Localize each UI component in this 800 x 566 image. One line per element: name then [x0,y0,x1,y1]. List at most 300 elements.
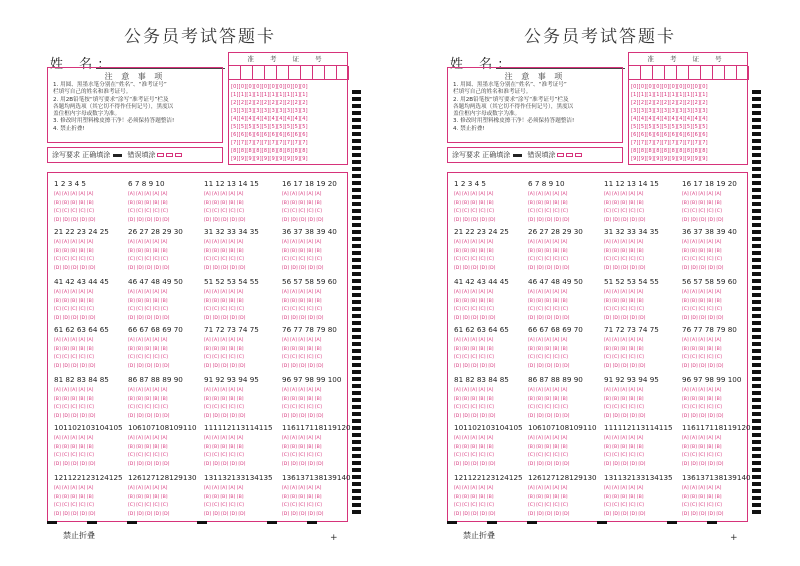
admission-write-cell[interactable] [337,66,349,80]
option-bubble-row[interactable]: [B] [B] [B] [B] [B] [682,396,722,402]
timing-bar [352,391,361,395]
digit-bubble-row[interactable]: [3][3][3][3][3][3][3][3][3][3] [631,108,708,114]
option-bubble-row[interactable]: [D] [D] [D] [D] [D] [128,217,170,223]
timing-bar [352,412,361,416]
option-bubble-row[interactable]: [D] [D] [D] [D] [D] [54,363,96,369]
question-block [682,179,737,225]
option-bubble-row[interactable]: [A] [A] [A] [A] [A] [604,338,644,343]
option-bubble-row[interactable]: [C] [C] [C] [C] [C] [54,257,94,263]
digit-bubble-row[interactable]: [9][9][9][9][9][9][9][9][9][9] [231,156,308,162]
option-bubble-row[interactable]: [A] [A] [A] [A] [A] [128,290,168,295]
digit-bubble-row[interactable]: [7][7][7][7][7][7][7][7][7][7] [631,140,708,146]
option-bubble-row[interactable]: [D] [D] [D] [D] [D] [454,363,496,369]
option-bubble-row[interactable]: [D] [D] [D] [D] [D] [604,413,646,419]
option-bubble-row[interactable]: [D] [D] [D] [D] [D] [682,461,724,467]
option-bubble-row[interactable]: [A] [A] [A] [A] [A] [528,436,568,441]
option-bubble-row[interactable]: [D] [D] [D] [D] [D] [604,511,646,517]
option-bubble-row[interactable]: [A] [A] [A] [A] [A] [282,240,322,245]
option-bubble-row[interactable]: [B] [B] [B] [B] [B] [128,494,168,500]
option-bubble-row[interactable]: [D] [D] [D] [D] [D] [282,461,324,467]
option-bubble-row[interactable]: [A] [A] [A] [A] [A] [204,388,244,393]
option-bubble-row[interactable]: [C] [C] [C] [C] [C] [282,453,322,459]
digit-bubble-row[interactable]: [8][8][8][8][8][8][8][8][8][8] [231,148,308,154]
admission-write-cell[interactable] [325,66,337,80]
option-bubble-row[interactable]: [C] [C] [C] [C] [C] [528,307,568,313]
option-bubble-row[interactable]: [D] [D] [D] [D] [D] [282,315,324,321]
option-bubble-row[interactable]: [A] [A] [A] [A] [A] [454,192,494,197]
option-bubble-row[interactable]: [A] [A] [A] [A] [A] [204,192,244,197]
option-bubble-row[interactable]: [C] [C] [C] [C] [C] [682,355,722,361]
option-bubble-row[interactable]: [A] [A] [A] [A] [A] [682,486,722,491]
option-bubble-row[interactable]: [B] [B] [B] [B] [B] [128,298,168,304]
timing-bar [352,160,361,164]
option-bubble-row[interactable]: [A] [A] [A] [A] [A] [54,192,94,197]
option-bubble-row[interactable]: [A] [A] [A] [A] [A] [128,192,168,197]
timing-bar [352,440,361,444]
notes-box [47,67,223,143]
option-bubble-row[interactable]: [C] [C] [C] [C] [C] [204,405,244,411]
option-bubble-row[interactable]: [A] [A] [A] [A] [A] [128,486,168,491]
question-block [682,473,751,519]
question-numbers: 1 2 3 4 5 [54,179,87,188]
option-bubble-row[interactable]: [C] [C] [C] [C] [C] [204,355,244,361]
option-bubble-row[interactable]: [C] [C] [C] [C] [C] [682,405,722,411]
option-bubble-row[interactable]: [C] [C] [C] [C] [C] [682,503,722,509]
option-bubble-row[interactable]: [C] [C] [C] [C] [C] [128,257,168,263]
option-bubble-row[interactable]: [B] [B] [B] [B] [B] [528,200,568,206]
option-bubble-row[interactable]: [D] [D] [D] [D] [D] [282,511,324,517]
option-bubble-row[interactable]: [C] [C] [C] [C] [C] [128,405,168,411]
option-bubble-row[interactable]: [D] [D] [D] [D] [D] [454,511,496,517]
option-bubble-row[interactable]: [B] [B] [B] [B] [B] [682,298,722,304]
question-block [604,473,673,519]
digit-bubble-row[interactable]: [4][4][4][4][4][4][4][4][4][4] [231,116,308,122]
option-bubble-row[interactable]: [A] [A] [A] [A] [A] [454,290,494,295]
option-bubble-row[interactable]: [D] [D] [D] [D] [D] [128,265,170,271]
option-bubble-row[interactable]: [C] [C] [C] [C] [C] [528,355,568,361]
option-bubble-row[interactable]: [A] [A] [A] [A] [A] [604,388,644,393]
digit-bubble-row[interactable]: [0][0][0][0][0][0][0][0][0][0] [231,84,308,90]
option-bubble-row[interactable]: [B] [B] [B] [B] [B] [204,494,244,500]
option-bubble-row[interactable]: [D] [D] [D] [D] [D] [204,217,246,223]
option-bubble-row[interactable]: [A] [A] [A] [A] [A] [128,240,168,245]
option-bubble-row[interactable]: [B] [B] [B] [B] [B] [454,248,494,254]
option-bubble-row[interactable]: [B] [B] [B] [B] [B] [682,248,722,254]
option-bubble-row[interactable]: [B] [B] [B] [B] [B] [54,444,94,450]
option-bubble-row[interactable]: [D] [D] [D] [D] [D] [682,363,724,369]
option-bubble-row[interactable]: [C] [C] [C] [C] [C] [54,405,94,411]
option-bubble-row[interactable]: [B] [B] [B] [B] [B] [528,248,568,254]
timing-bar [752,279,761,283]
option-bubble-row[interactable]: [B] [B] [B] [B] [B] [454,444,494,450]
option-bubble-row[interactable]: [B] [B] [B] [B] [B] [604,298,644,304]
wrong-fill-mark-icon [575,153,582,157]
option-bubble-row[interactable]: [A] [A] [A] [A] [A] [204,240,244,245]
option-bubble-row[interactable]: [D] [D] [D] [D] [D] [54,413,96,419]
option-bubble-row[interactable]: [B] [B] [B] [B] [B] [128,444,168,450]
option-bubble-row[interactable]: [B] [B] [B] [B] [B] [204,298,244,304]
option-bubble-row[interactable]: [B] [B] [B] [B] [B] [282,200,322,206]
wrong-fill-label: 错误填涂 [127,151,156,159]
option-bubble-row[interactable]: [D] [D] [D] [D] [D] [204,511,246,517]
option-bubble-row[interactable]: [C] [C] [C] [C] [C] [604,209,644,215]
option-bubble-row[interactable]: [C] [C] [C] [C] [C] [204,307,244,313]
option-bubble-row[interactable]: [A] [A] [A] [A] [A] [54,338,94,343]
option-bubble-row[interactable]: [C] [C] [C] [C] [C] [454,257,494,263]
option-bubble-row[interactable]: [C] [C] [C] [C] [C] [454,209,494,215]
digit-bubble-row[interactable]: [5][5][5][5][5][5][5][5][5][5] [631,124,708,130]
option-bubble-row[interactable]: [D] [D] [D] [D] [D] [204,363,246,369]
admission-write-cell[interactable] [241,66,253,80]
option-bubble-row[interactable]: [B] [B] [B] [B] [B] [282,444,322,450]
digit-bubble-row[interactable]: [2][2][2][2][2][2][2][2][2][2] [231,100,308,106]
option-bubble-row[interactable]: [D] [D] [D] [D] [D] [528,363,570,369]
option-bubble-row[interactable]: [B] [B] [B] [B] [B] [454,396,494,402]
option-bubble-row[interactable]: [B] [B] [B] [B] [B] [528,298,568,304]
option-bubble-row[interactable]: [A] [A] [A] [A] [A] [282,338,322,343]
digit-bubble-row[interactable]: [1][1][1][1][1][1][1][1][1][1] [631,92,708,98]
option-bubble-row[interactable]: [A] [A] [A] [A] [A] [128,436,168,441]
option-bubble-row[interactable]: [C] [C] [C] [C] [C] [682,453,722,459]
option-bubble-row[interactable]: [D] [D] [D] [D] [D] [128,461,170,467]
option-bubble-row[interactable]: [C] [C] [C] [C] [C] [128,209,168,215]
option-bubble-row[interactable]: [C] [C] [C] [C] [C] [528,209,568,215]
admission-write-cell[interactable] [289,66,301,80]
admission-write-cell[interactable] [665,66,677,80]
option-bubble-row[interactable]: [C] [C] [C] [C] [C] [128,503,168,509]
option-bubble-row[interactable]: [A] [A] [A] [A] [A] [528,192,568,197]
option-bubble-row[interactable]: [C] [C] [C] [C] [C] [604,503,644,509]
timing-bar [752,216,761,220]
option-bubble-row[interactable]: [C] [C] [C] [C] [C] [528,453,568,459]
option-bubble-row[interactable]: [B] [B] [B] [B] [B] [282,396,322,402]
admission-write-cell[interactable] [229,66,241,80]
option-bubble-row[interactable]: [D] [D] [D] [D] [D] [604,461,646,467]
option-bubble-row[interactable]: [B] [B] [B] [B] [B] [204,444,244,450]
option-bubble-row[interactable]: [B] [B] [B] [B] [B] [604,444,644,450]
admission-write-row [629,66,747,80]
option-bubble-row[interactable]: [C] [C] [C] [C] [C] [204,257,244,263]
digit-bubble-row[interactable]: [9][9][9][9][9][9][9][9][9][9] [631,156,708,162]
option-bubble-row[interactable]: [B] [B] [B] [B] [B] [604,396,644,402]
option-bubble-row[interactable]: [B] [B] [B] [B] [B] [204,346,244,352]
option-bubble-row[interactable]: [B] [B] [B] [B] [B] [128,200,168,206]
option-bubble-row[interactable]: [C] [C] [C] [C] [C] [454,355,494,361]
option-bubble-row[interactable]: [D] [D] [D] [D] [D] [204,315,246,321]
option-bubble-row[interactable]: [D] [D] [D] [D] [D] [54,315,96,321]
question-block [204,179,259,225]
option-bubble-row[interactable]: [B] [B] [B] [B] [B] [528,396,568,402]
option-bubble-row[interactable]: [C] [C] [C] [C] [C] [682,257,722,263]
timing-bar [752,335,761,339]
option-bubble-row[interactable]: [A] [A] [A] [A] [A] [204,486,244,491]
option-bubble-row[interactable]: [D] [D] [D] [D] [D] [454,315,496,321]
option-bubble-row[interactable]: [A] [A] [A] [A] [A] [128,338,168,343]
option-bubble-row[interactable]: [D] [D] [D] [D] [D] [682,413,724,419]
option-bubble-row[interactable]: [C] [C] [C] [C] [C] [282,405,322,411]
option-bubble-row[interactable]: [A] [A] [A] [A] [A] [682,436,722,441]
option-bubble-row[interactable]: [A] [A] [A] [A] [A] [454,436,494,441]
admission-write-cell[interactable] [253,66,265,80]
admission-write-cell[interactable] [653,66,665,80]
option-bubble-row[interactable]: [D] [D] [D] [D] [D] [528,461,570,467]
option-bubble-row[interactable]: [A] [A] [A] [A] [A] [204,436,244,441]
option-bubble-row[interactable]: [D] [D] [D] [D] [D] [128,413,170,419]
option-bubble-row[interactable]: [D] [D] [D] [D] [D] [682,315,724,321]
option-bubble-row[interactable]: [C] [C] [C] [C] [C] [528,405,568,411]
option-bubble-row[interactable]: [C] [C] [C] [C] [C] [204,209,244,215]
option-bubble-row[interactable]: [A] [A] [A] [A] [A] [282,388,322,393]
option-bubble-row[interactable]: [D] [D] [D] [D] [D] [54,265,96,271]
option-bubble-row[interactable]: [C] [C] [C] [C] [C] [604,355,644,361]
option-bubble-row[interactable]: [A] [A] [A] [A] [A] [528,338,568,343]
option-bubble-row[interactable]: [A] [A] [A] [A] [A] [454,486,494,491]
option-bubble-row[interactable]: [D] [D] [D] [D] [D] [454,217,496,223]
option-bubble-row[interactable]: [C] [C] [C] [C] [C] [204,503,244,509]
option-bubble-row[interactable]: [A] [A] [A] [A] [A] [204,290,244,295]
option-bubble-row[interactable]: [B] [B] [B] [B] [B] [682,346,722,352]
option-bubble-row[interactable]: [C] [C] [C] [C] [C] [454,453,494,459]
option-bubble-row[interactable]: [B] [B] [B] [B] [B] [528,494,568,500]
option-bubble-row[interactable]: [D] [D] [D] [D] [D] [528,217,570,223]
timing-bar [352,489,361,493]
option-bubble-row[interactable]: [B] [B] [B] [B] [B] [204,248,244,254]
option-bubble-row[interactable]: [C] [C] [C] [C] [C] [454,503,494,509]
option-bubble-row[interactable]: [C] [C] [C] [C] [C] [54,355,94,361]
option-bubble-row[interactable]: [C] [C] [C] [C] [C] [454,307,494,313]
option-bubble-row[interactable]: [D] [D] [D] [D] [D] [454,265,496,271]
option-bubble-row[interactable]: [A] [A] [A] [A] [A] [682,290,722,295]
option-bubble-row[interactable]: [A] [A] [A] [A] [A] [604,290,644,295]
option-bubble-row[interactable]: [A] [A] [A] [A] [A] [282,486,322,491]
option-bubble-row[interactable]: [A] [A] [A] [A] [A] [454,338,494,343]
option-bubble-row[interactable]: [B] [B] [B] [B] [B] [454,200,494,206]
option-bubble-row[interactable]: [B] [B] [B] [B] [B] [282,494,322,500]
timing-dash [127,521,137,524]
admission-write-cell[interactable] [301,66,313,80]
option-bubble-row[interactable]: [C] [C] [C] [C] [C] [604,257,644,263]
option-bubble-row[interactable]: [D] [D] [D] [D] [D] [282,413,324,419]
option-bubble-row[interactable]: [B] [B] [B] [B] [B] [54,248,94,254]
timing-bar [752,370,761,374]
option-bubble-row[interactable]: [C] [C] [C] [C] [C] [128,307,168,313]
option-bubble-row[interactable]: [B] [B] [B] [B] [B] [54,298,94,304]
option-bubble-row[interactable]: [A] [A] [A] [A] [A] [54,290,94,295]
option-bubble-row[interactable]: [D] [D] [D] [D] [D] [128,363,170,369]
option-bubble-row[interactable]: [C] [C] [C] [C] [C] [54,453,94,459]
option-bubble-row[interactable]: [D] [D] [D] [D] [D] [604,363,646,369]
option-bubble-row[interactable]: [D] [D] [D] [D] [D] [54,461,96,467]
option-bubble-row[interactable]: [C] [C] [C] [C] [C] [682,307,722,313]
option-bubble-row[interactable]: [B] [B] [B] [B] [B] [604,494,644,500]
option-bubble-row[interactable]: [A] [A] [A] [A] [A] [682,240,722,245]
option-bubble-row[interactable]: [A] [A] [A] [A] [A] [454,240,494,245]
question-block [204,423,273,469]
option-bubble-row[interactable]: [A] [A] [A] [A] [A] [54,486,94,491]
option-bubble-row[interactable]: [D] [D] [D] [D] [D] [604,217,646,223]
option-bubble-row[interactable]: [A] [A] [A] [A] [A] [54,240,94,245]
option-bubble-row[interactable]: [B] [B] [B] [B] [B] [282,298,322,304]
option-bubble-row[interactable]: [B] [B] [B] [B] [B] [282,346,322,352]
option-bubble-row[interactable]: [D] [D] [D] [D] [D] [528,413,570,419]
option-bubble-row[interactable]: [C] [C] [C] [C] [C] [54,209,94,215]
digit-bubble-row[interactable]: [5][5][5][5][5][5][5][5][5][5] [231,124,308,130]
admission-write-cell[interactable] [277,66,289,80]
timing-bar [352,342,361,346]
option-bubble-row[interactable]: [A] [A] [A] [A] [A] [282,290,322,295]
question-numbers: 56 57 58 59 60 [682,277,737,286]
option-bubble-row[interactable]: [D] [D] [D] [D] [D] [282,265,324,271]
option-bubble-row[interactable]: [A] [A] [A] [A] [A] [204,338,244,343]
option-bubble-row[interactable]: [B] [B] [B] [B] [B] [54,396,94,402]
option-bubble-row[interactable]: [D] [D] [D] [D] [D] [204,265,246,271]
option-bubble-row[interactable]: [A] [A] [A] [A] [A] [454,388,494,393]
name-label: 姓 名: [50,57,109,72]
option-bubble-row[interactable]: [A] [A] [A] [A] [A] [682,338,722,343]
option-bubble-row[interactable]: [C] [C] [C] [C] [C] [604,405,644,411]
option-bubble-row[interactable]: [B] [B] [B] [B] [B] [54,346,94,352]
digit-bubble-row[interactable]: [1][1][1][1][1][1][1][1][1][1] [231,92,308,98]
option-bubble-row[interactable]: [D] [D] [D] [D] [D] [282,217,324,223]
option-bubble-row[interactable]: [D] [D] [D] [D] [D] [282,363,324,369]
option-bubble-row[interactable]: [C] [C] [C] [C] [C] [128,453,168,459]
option-bubble-row[interactable]: [A] [A] [A] [A] [A] [528,290,568,295]
option-bubble-row[interactable]: [B] [B] [B] [B] [B] [604,248,644,254]
option-bubble-row[interactable]: [B] [B] [B] [B] [B] [682,494,722,500]
option-bubble-row[interactable]: [A] [A] [A] [A] [A] [604,240,644,245]
option-bubble-row[interactable]: [A] [A] [A] [A] [A] [282,192,322,197]
timing-bar [352,419,361,423]
admission-write-cell[interactable] [713,66,725,80]
option-bubble-row[interactable]: [C] [C] [C] [C] [C] [204,453,244,459]
option-bubble-row[interactable]: [D] [D] [D] [D] [D] [54,511,96,517]
option-bubble-row[interactable]: [D] [D] [D] [D] [D] [528,265,570,271]
option-bubble-row[interactable]: [A] [A] [A] [A] [A] [128,388,168,393]
option-bubble-row[interactable]: [D] [D] [D] [D] [D] [528,315,570,321]
option-bubble-row[interactable]: [D] [D] [D] [D] [D] [128,315,170,321]
option-bubble-row[interactable]: [B] [B] [B] [B] [B] [528,346,568,352]
option-bubble-row[interactable]: [B] [B] [B] [B] [B] [604,346,644,352]
digit-bubble-row[interactable]: [6][6][6][6][6][6][6][6][6][6] [631,132,708,138]
option-bubble-row[interactable]: [D] [D] [D] [D] [D] [454,461,496,467]
option-bubble-row[interactable]: [B] [B] [B] [B] [B] [128,396,168,402]
admission-write-cell[interactable] [677,66,689,80]
option-bubble-row[interactable]: [B] [B] [B] [B] [B] [204,396,244,402]
option-bubble-row[interactable]: [B] [B] [B] [B] [B] [54,494,94,500]
option-bubble-row[interactable]: [D] [D] [D] [D] [D] [604,315,646,321]
option-bubble-row[interactable]: [B] [B] [B] [B] [B] [128,248,168,254]
option-bubble-row[interactable]: [B] [B] [B] [B] [B] [282,248,322,254]
admission-write-cell[interactable] [701,66,713,80]
option-bubble-row[interactable]: [D] [D] [D] [D] [D] [204,461,246,467]
option-bubble-row[interactable]: [C] [C] [C] [C] [C] [282,355,322,361]
option-bubble-row[interactable]: [A] [A] [A] [A] [A] [682,388,722,393]
admission-number-box [228,52,348,165]
option-bubble-row[interactable]: [D] [D] [D] [D] [D] [682,217,724,223]
timing-bar [352,111,361,115]
option-bubble-row[interactable]: [C] [C] [C] [C] [C] [604,453,644,459]
option-bubble-row[interactable]: [C] [C] [C] [C] [C] [682,209,722,215]
option-bubble-row[interactable]: [A] [A] [A] [A] [A] [604,436,644,441]
digit-bubble-row[interactable]: [4][4][4][4][4][4][4][4][4][4] [631,116,708,122]
option-bubble-row[interactable]: [B] [B] [B] [B] [B] [454,298,494,304]
sheet-title: 公务员考试答题卡 [524,27,676,47]
option-bubble-row[interactable]: [D] [D] [D] [D] [D] [454,413,496,419]
option-bubble-row[interactable]: [D] [D] [D] [D] [D] [204,413,246,419]
question-block [282,473,351,519]
admission-write-cell[interactable] [737,66,749,80]
option-bubble-row[interactable]: [C] [C] [C] [C] [C] [282,209,322,215]
option-bubble-row[interactable]: [A] [A] [A] [A] [A] [282,436,322,441]
digit-bubble-row[interactable]: [0][0][0][0][0][0][0][0][0][0] [631,84,708,90]
option-bubble-row[interactable]: [B] [B] [B] [B] [B] [54,200,94,206]
option-bubble-row[interactable]: [A] [A] [A] [A] [A] [54,388,94,393]
option-bubble-row[interactable]: [B] [B] [B] [B] [B] [604,200,644,206]
question-numbers: 81 82 83 84 85 [454,375,509,384]
option-bubble-row[interactable]: [C] [C] [C] [C] [C] [454,405,494,411]
option-bubble-row[interactable]: [C] [C] [C] [C] [C] [528,257,568,263]
option-bubble-row[interactable]: [B] [B] [B] [B] [B] [454,494,494,500]
admission-write-cell[interactable] [313,66,325,80]
admission-write-cell[interactable] [725,66,737,80]
option-bubble-row[interactable]: [A] [A] [A] [A] [A] [528,388,568,393]
option-bubble-row[interactable]: [D] [D] [D] [D] [D] [604,265,646,271]
option-bubble-row[interactable]: [B] [B] [B] [B] [B] [204,200,244,206]
option-bubble-row[interactable]: [C] [C] [C] [C] [C] [282,257,322,263]
digit-bubble-row[interactable]: [3][3][3][3][3][3][3][3][3][3] [231,108,308,114]
option-bubble-row[interactable]: [D] [D] [D] [D] [D] [128,511,170,517]
admission-write-cell[interactable] [265,66,277,80]
option-bubble-row[interactable]: [D] [D] [D] [D] [D] [682,265,724,271]
fill-label: 涂写要求 [52,151,80,159]
admission-write-cell[interactable] [641,66,653,80]
option-bubble-row[interactable]: [C] [C] [C] [C] [C] [54,307,94,313]
option-bubble-row[interactable]: [B] [B] [B] [B] [B] [528,444,568,450]
admission-write-cell[interactable] [689,66,701,80]
digit-bubble-row[interactable]: [2][2][2][2][2][2][2][2][2][2] [631,100,708,106]
question-numbers: 136137138139140 [682,473,751,482]
digit-bubble-row[interactable]: [8][8][8][8][8][8][8][8][8][8] [631,148,708,154]
option-bubble-row[interactable]: [C] [C] [C] [C] [C] [528,503,568,509]
option-bubble-row[interactable]: [A] [A] [A] [A] [A] [604,192,644,197]
option-bubble-row[interactable]: [D] [D] [D] [D] [D] [682,511,724,517]
timing-dash [527,521,537,524]
timing-bar [752,496,761,500]
wrong-fill-mark-icon [175,153,182,157]
option-bubble-row[interactable]: [C] [C] [C] [C] [C] [54,503,94,509]
option-bubble-row[interactable]: [B] [B] [B] [B] [B] [128,346,168,352]
option-bubble-row[interactable]: [A] [A] [A] [A] [A] [604,486,644,491]
option-bubble-row[interactable]: [A] [A] [A] [A] [A] [682,192,722,197]
option-bubble-row[interactable]: [C] [C] [C] [C] [C] [282,503,322,509]
option-bubble-row[interactable]: [B] [B] [B] [B] [B] [454,346,494,352]
digit-bubble-row[interactable]: [6][6][6][6][6][6][6][6][6][6] [231,132,308,138]
digit-bubble-row[interactable]: [7][7][7][7][7][7][7][7][7][7] [231,140,308,146]
option-bubble-row[interactable]: [D] [D] [D] [D] [D] [54,217,96,223]
option-bubble-row[interactable]: [A] [A] [A] [A] [A] [54,436,94,441]
option-bubble-row[interactable]: [A] [A] [A] [A] [A] [528,240,568,245]
question-numbers: 96 97 98 99 100 [282,375,342,384]
option-bubble-row[interactable]: [D] [D] [D] [D] [D] [528,511,570,517]
option-bubble-row[interactable]: [C] [C] [C] [C] [C] [282,307,322,313]
option-bubble-row[interactable]: [B] [B] [B] [B] [B] [682,444,722,450]
option-bubble-row[interactable]: [B] [B] [B] [B] [B] [682,200,722,206]
timing-bar [352,426,361,430]
admission-write-cell[interactable] [629,66,641,80]
option-bubble-row[interactable]: [C] [C] [C] [C] [C] [604,307,644,313]
option-bubble-row[interactable]: [C] [C] [C] [C] [C] [128,355,168,361]
option-bubble-row[interactable]: [A] [A] [A] [A] [A] [528,486,568,491]
